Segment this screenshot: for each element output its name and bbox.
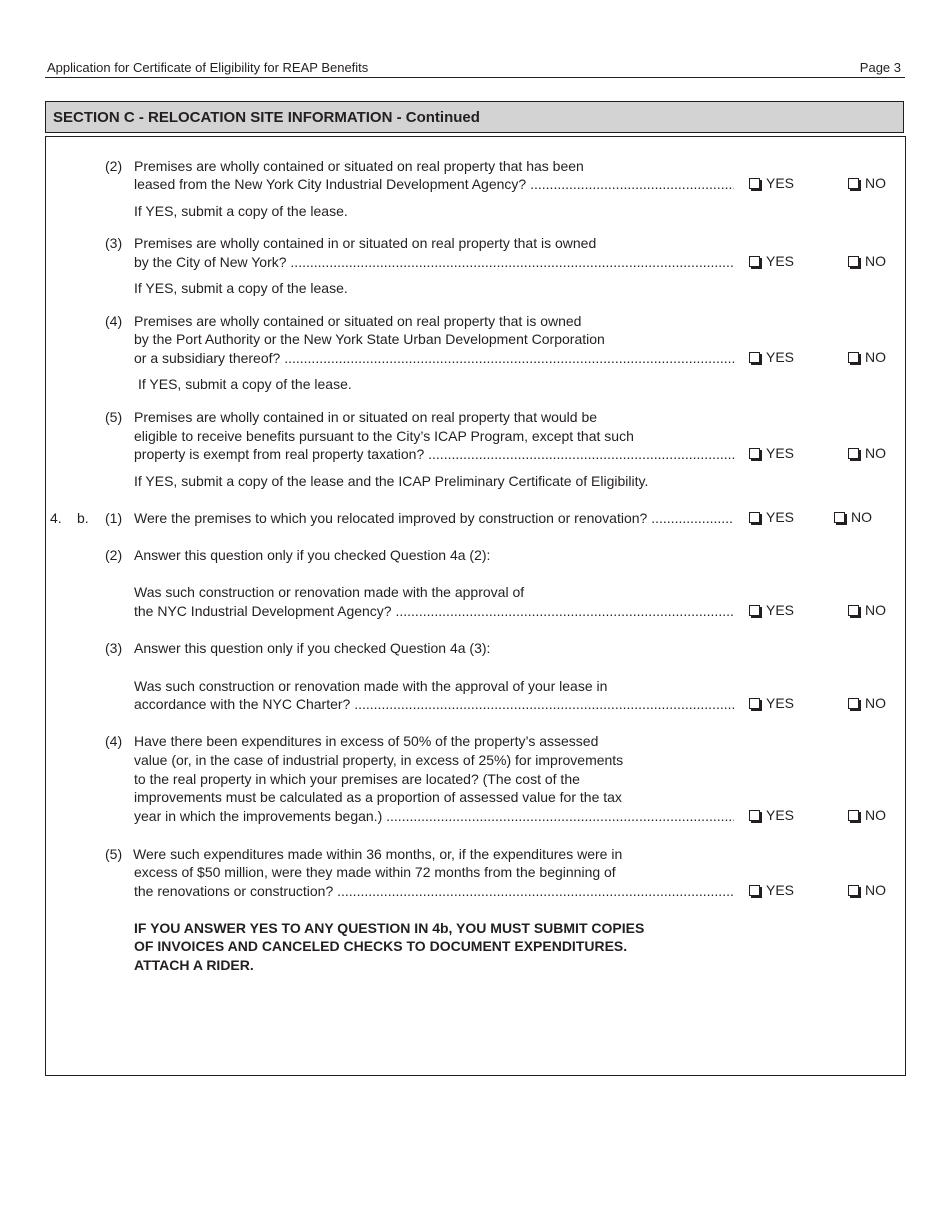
q4b-3-intro: Answer this question only if you checked Question 4a (3): xyxy=(134,640,491,656)
q4b-4-text: improvements must be calculated as a proportion of assessed value for the tax xyxy=(134,789,622,805)
q4a-2-text: Premises are wholly contained or situated on real property that has been xyxy=(134,158,584,174)
q4a-4-text: or a subsidiary thereof? ..... xyxy=(134,349,734,367)
q4a-3-yes-checkbox[interactable]: YES xyxy=(749,252,794,270)
q4b-4-text: year in which the improvements began.) ..... xyxy=(134,807,734,825)
q4b-5-text: Were such expenditures made within 36 months, or, if the expenditures were in xyxy=(133,846,623,862)
q4a-2-note: If YES, submit a copy of the lease. xyxy=(134,203,348,219)
checkbox-icon xyxy=(848,352,859,363)
q4b-3-no-checkbox[interactable]: NO xyxy=(848,694,886,712)
q4a-5-yes-checkbox[interactable]: YES xyxy=(749,444,794,462)
checkbox-icon xyxy=(848,605,859,616)
q4a-3-text: Premises are wholly contained in or situated on real property that is owned xyxy=(134,235,597,251)
q4b-2-text: Was such construction or renovation made with the approval of xyxy=(134,584,525,600)
q4b-4-no-checkbox[interactable]: NO xyxy=(848,806,886,824)
q4b-4-text: to the real property in which your premises are located? (The cost of the xyxy=(134,771,580,787)
q4b-2-number: (2) xyxy=(105,547,123,563)
checkbox-icon xyxy=(848,885,859,896)
checkbox-icon xyxy=(848,810,859,821)
question-4b-letter: b. xyxy=(77,510,89,526)
q4a-5-text: property is exempt from real property taxation? ..... xyxy=(134,445,734,463)
q4a-5-number: (5) xyxy=(105,409,123,425)
q4a-5-text: Premises are wholly contained in or situated on real property that would be xyxy=(134,409,598,425)
q4b-2-yes-checkbox[interactable]: YES xyxy=(749,601,794,619)
q4a-2-yes-checkbox[interactable]: YES xyxy=(749,174,794,192)
checkbox-icon xyxy=(749,256,760,267)
q4b-4-text: value (or, in the case of industrial property, in excess of 25%) for improvements xyxy=(134,752,624,768)
q4a-4-text: by the Port Authority or the New York State Urban Development Corporation xyxy=(134,331,605,347)
checkbox-icon xyxy=(848,178,859,189)
notice-text: IF YOU ANSWER YES TO ANY QUESTION IN 4b, YOU MUST SUBMIT COPIES xyxy=(134,920,645,936)
q4b-4-number: (4) xyxy=(105,733,123,749)
section-header xyxy=(45,101,904,133)
checkbox-icon xyxy=(834,512,845,523)
q4b-3-text: Was such construction or renovation made with the approval of your lease in xyxy=(134,678,608,694)
q4a-4-number: (4) xyxy=(105,313,123,329)
q4a-3-text: by the City of New York? ..... xyxy=(134,253,734,271)
header-rule xyxy=(45,77,905,78)
notice-text: OF INVOICES AND CANCELED CHECKS TO DOCUMENT EXPENDITURES. xyxy=(134,938,628,954)
checkbox-icon xyxy=(848,448,859,459)
q4a-4-note: If YES, submit a copy of the lease. xyxy=(138,376,352,392)
q4b-5-text: the renovations or construction? ..... xyxy=(134,882,734,900)
checkbox-icon xyxy=(749,605,760,616)
q4a-4-yes-checkbox[interactable]: YES xyxy=(749,348,794,366)
checkbox-icon xyxy=(749,512,760,523)
checkbox-icon xyxy=(749,810,760,821)
q4b-3-number: (3) xyxy=(105,640,123,656)
q4a-5-no-checkbox[interactable]: NO xyxy=(848,444,886,462)
q4a-2-number: (2) xyxy=(105,158,123,174)
q4a-4-text: Premises are wholly contained or situated on real property that is owned xyxy=(134,313,582,329)
q4b-5-no-checkbox[interactable]: NO xyxy=(848,881,886,899)
q4b-1-no-checkbox[interactable]: NO xyxy=(834,508,872,526)
notice-text: ATTACH A RIDER. xyxy=(134,957,254,973)
checkbox-icon xyxy=(749,352,760,363)
q4b-1-yes-checkbox[interactable]: YES xyxy=(749,508,794,526)
q4a-3-note: If YES, submit a copy of the lease. xyxy=(134,280,348,296)
q4b-2-text: the NYC Industrial Development Agency? ..... xyxy=(134,602,734,620)
q4b-4-text: Have there been expenditures in excess of 50% of the property’s assessed xyxy=(134,733,599,749)
q4b-4-yes-checkbox[interactable]: YES xyxy=(749,806,794,824)
q4b-2-intro: Answer this question only if you checked Question 4a (2): xyxy=(134,547,491,563)
q4a-2-no-checkbox[interactable]: NO xyxy=(848,174,886,192)
checkbox-icon xyxy=(749,448,760,459)
q4b-1-number: (1) xyxy=(105,510,123,526)
q4b-5-number: (5) xyxy=(105,846,123,862)
question-4-number: 4. xyxy=(50,510,62,526)
q4a-2-text: leased from the New York City Industrial Development Agency? ..... xyxy=(134,175,734,193)
checkbox-icon xyxy=(848,698,859,709)
q4a-4-no-checkbox[interactable]: NO xyxy=(848,348,886,366)
q4b-2-no-checkbox[interactable]: NO xyxy=(848,601,886,619)
q4b-3-yes-checkbox[interactable]: YES xyxy=(749,694,794,712)
checkbox-icon xyxy=(749,178,760,189)
q4b-5-yes-checkbox[interactable]: YES xyxy=(749,881,794,899)
checkbox-icon xyxy=(749,698,760,709)
checkbox-icon xyxy=(848,256,859,267)
q4b-3-text: accordance with the NYC Charter? ..... xyxy=(134,695,734,713)
checkbox-icon xyxy=(749,885,760,896)
page-number: Page 3 xyxy=(859,60,901,75)
q4b-5-text: excess of $50 million, were they made within 72 months from the beginning of xyxy=(134,864,616,880)
q4a-3-no-checkbox[interactable]: NO xyxy=(848,252,886,270)
q4a-5-note: If YES, submit a copy of the lease and the ICAP Preliminary Certificate of Eligibility. xyxy=(134,473,649,489)
q4a-3-number: (3) xyxy=(105,235,123,251)
q4b-1-text: Were the premises to which you relocated improved by construction or renovation? ..... xyxy=(134,509,734,527)
document-title: Application for Certificate of Eligibility for REAP Benefits xyxy=(47,60,369,75)
q4a-5-text: eligible to receive benefits pursuant to the City’s ICAP Program, except that such xyxy=(134,428,634,444)
section-title: SECTION C - RELOCATION SITE INFORMATION - Continued xyxy=(53,109,480,126)
